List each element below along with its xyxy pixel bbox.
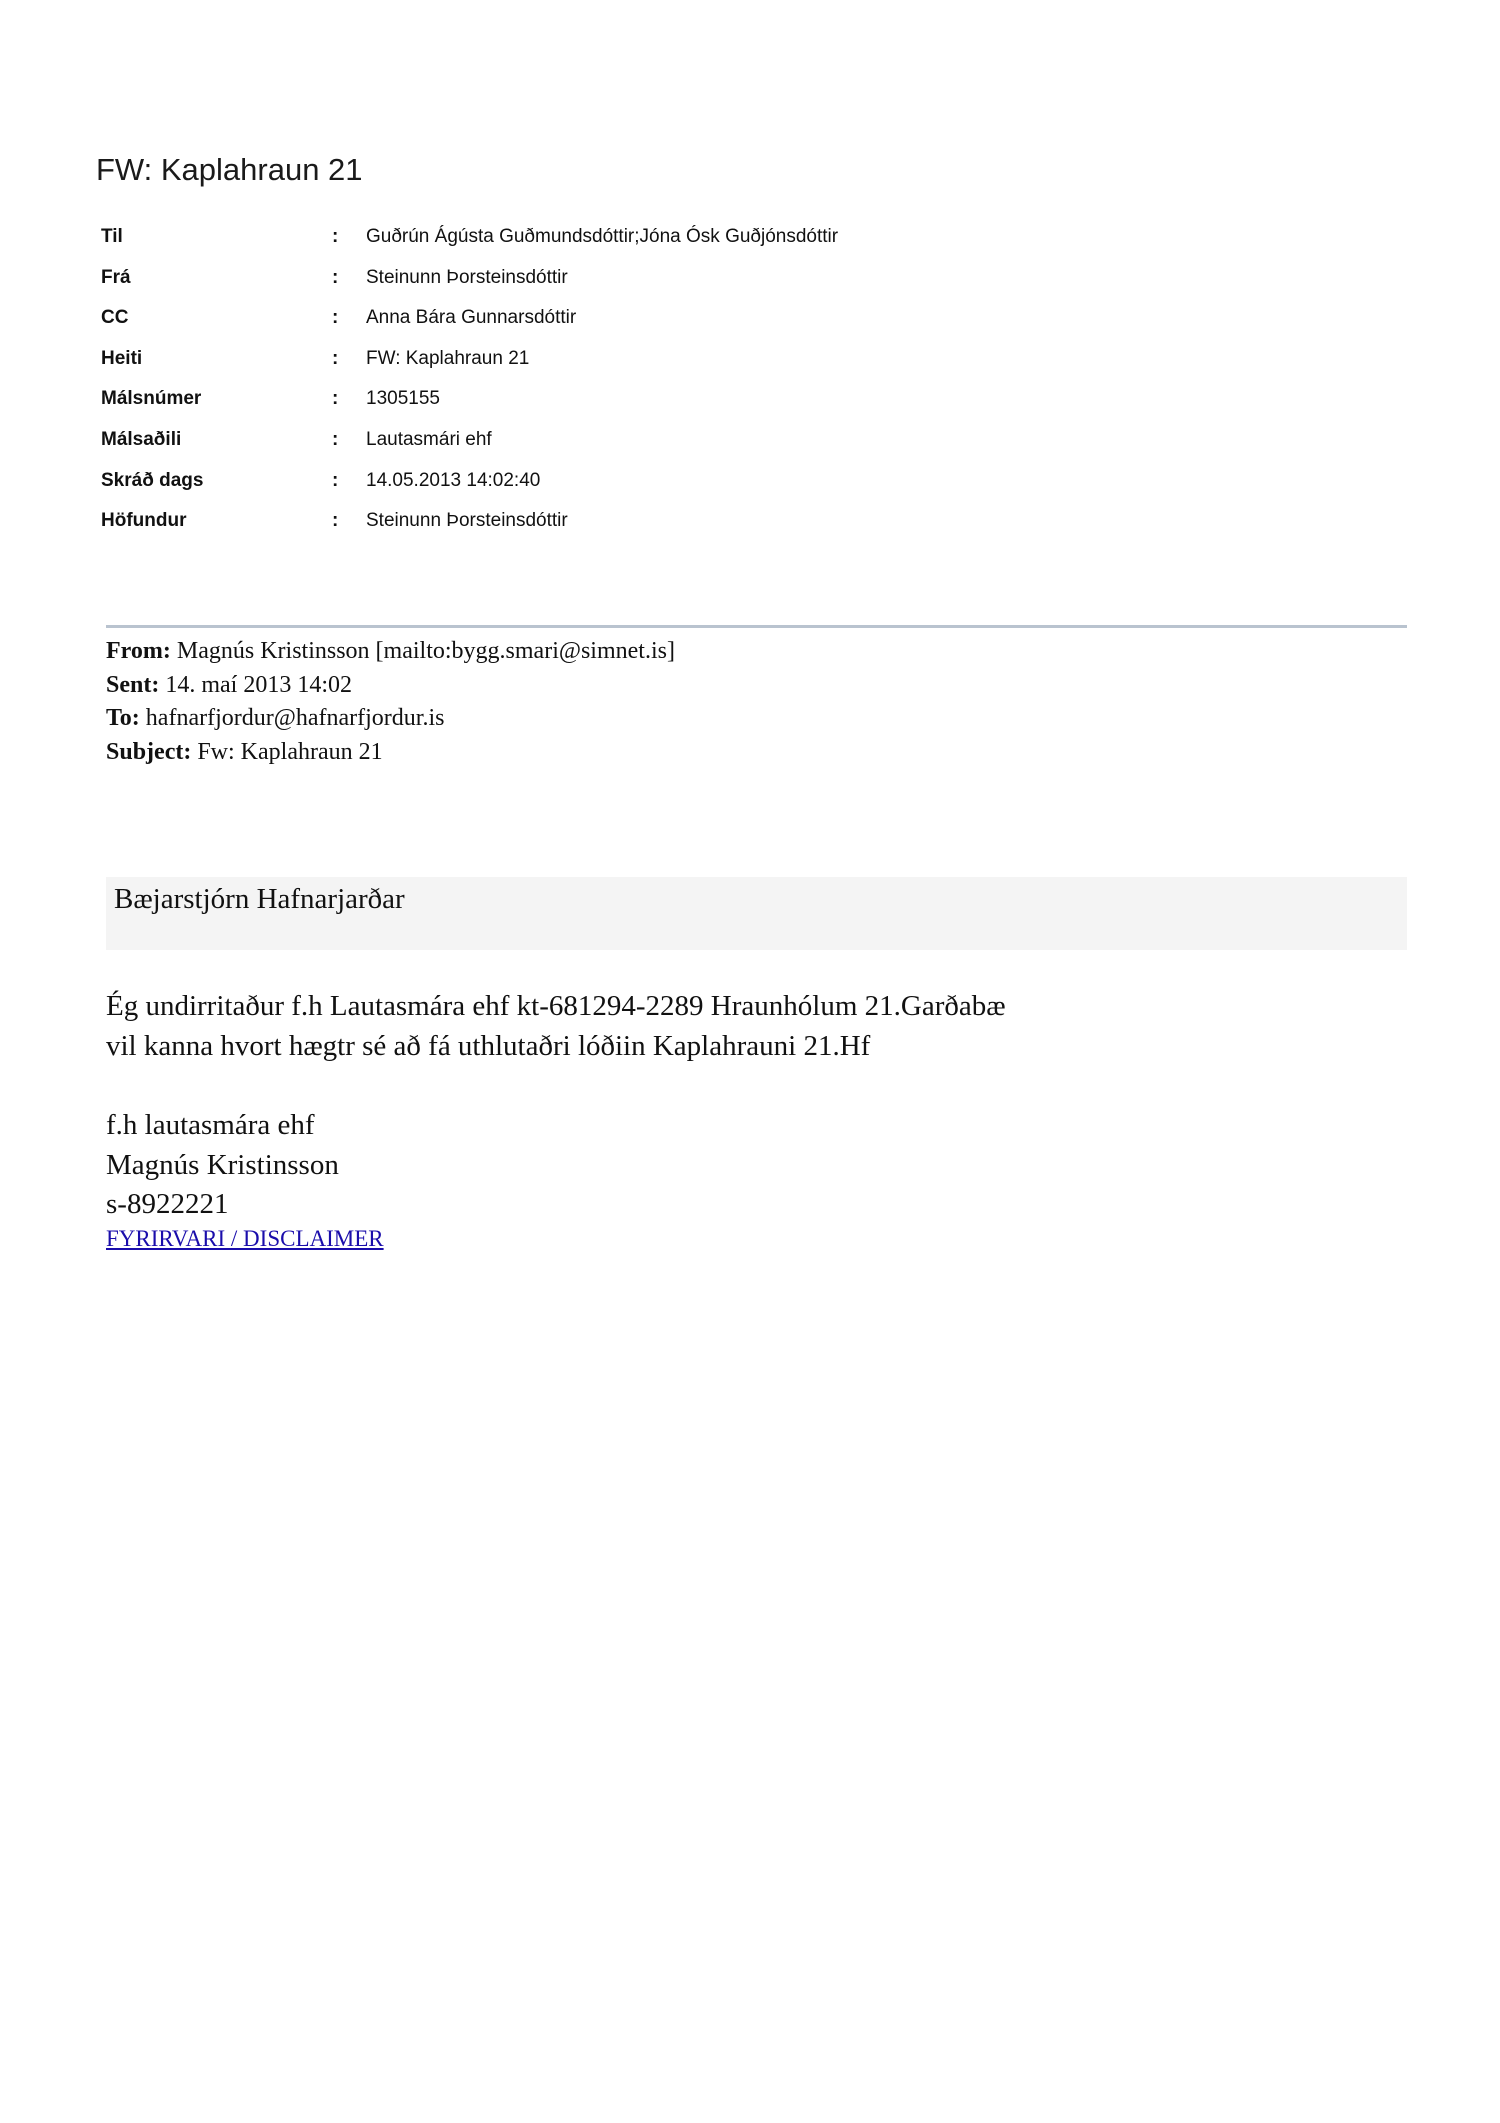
metadata-key: Heiti bbox=[101, 347, 143, 369]
metadata-separator: : bbox=[332, 388, 339, 410]
metadata-value: 1305155 bbox=[366, 388, 440, 410]
metadata-value: Guðrún Ágústa Guðmundsdóttir;Jóna Ósk Guðjónsdóttir bbox=[366, 226, 839, 247]
body-line: vil kanna hvort hægtr sé að fá uthlutaðri lóðiin Kaplahrauni 21.Hf bbox=[106, 1029, 871, 1062]
email-sent-value: 14. maí 2013 14:02 bbox=[159, 671, 352, 698]
metadata-key: CC bbox=[101, 307, 129, 329]
email-to-line bbox=[106, 702, 675, 736]
email-sent-line bbox=[106, 669, 675, 703]
email-from-value: Magnús Kristinsson [mailto:bygg.smari@simnet.is] bbox=[170, 638, 675, 664]
recipient-box bbox=[106, 877, 1407, 950]
metadata-separator: : bbox=[332, 347, 339, 369]
email-subject-value: Fw: Kaplahraun 21 bbox=[191, 738, 383, 765]
metadata-separator: : bbox=[332, 469, 339, 491]
metadata-value: Anna Bára Gunnarsdóttir bbox=[366, 307, 577, 329]
email-to-value: hafnarfjordur@hafnarfjordur.is bbox=[139, 705, 445, 731]
email-from-label: From: bbox=[106, 638, 171, 664]
metadata-value: Lautasmári ehf bbox=[366, 428, 492, 450]
email-signature bbox=[106, 1106, 339, 1225]
metadata-value: FW: Kaplahraun 21 bbox=[366, 347, 530, 369]
email-subject-line bbox=[106, 736, 675, 770]
metadata-key: Frá bbox=[101, 266, 131, 288]
metadata-separator: : bbox=[332, 266, 339, 288]
metadata-separator: : bbox=[332, 428, 339, 450]
metadata-separator: : bbox=[332, 226, 339, 247]
email-subject-label: Subject: bbox=[106, 738, 192, 765]
metadata-key: Málsaðili bbox=[101, 428, 182, 450]
email-from-line bbox=[106, 635, 675, 669]
signature-line: Magnús Kristinsson bbox=[106, 1148, 339, 1181]
metadata-key: Málsnúmer bbox=[101, 388, 202, 410]
email-to-label: To: bbox=[106, 705, 140, 731]
email-sent-label: Sent: bbox=[106, 671, 160, 698]
metadata-value: 14.05.2013 14:02:40 bbox=[366, 469, 541, 491]
signature-line: f.h lautasmára ehf bbox=[106, 1109, 315, 1141]
metadata-separator: : bbox=[332, 307, 339, 329]
metadata-value: Steinunn Þorsteinsdóttir bbox=[366, 510, 568, 532]
forwarded-email-header bbox=[106, 635, 675, 769]
metadata-key: Höfundur bbox=[101, 510, 187, 532]
signature-line: s-8922221 bbox=[106, 1188, 229, 1220]
metadata-key: Skráð dags bbox=[101, 469, 204, 491]
metadata-value: Steinunn Þorsteinsdóttir bbox=[366, 266, 568, 288]
body-line: Ég undirritaður f.h Lautasmára ehf kt-681294-2289 Hraunhólum 21.Garðabæ bbox=[106, 990, 1006, 1022]
email-body-paragraph bbox=[106, 987, 1006, 1066]
disclaimer-link[interactable]: FYRIRVARI / DISCLAIMER bbox=[106, 1226, 384, 1251]
metadata-separator: : bbox=[332, 510, 339, 532]
document-title: FW: Kaplahraun 21 bbox=[96, 152, 363, 187]
section-divider bbox=[106, 625, 1407, 628]
recipient-name: Bæjarstjórn Hafnarjarðar bbox=[114, 883, 405, 915]
metadata-key: Til bbox=[101, 226, 123, 247]
